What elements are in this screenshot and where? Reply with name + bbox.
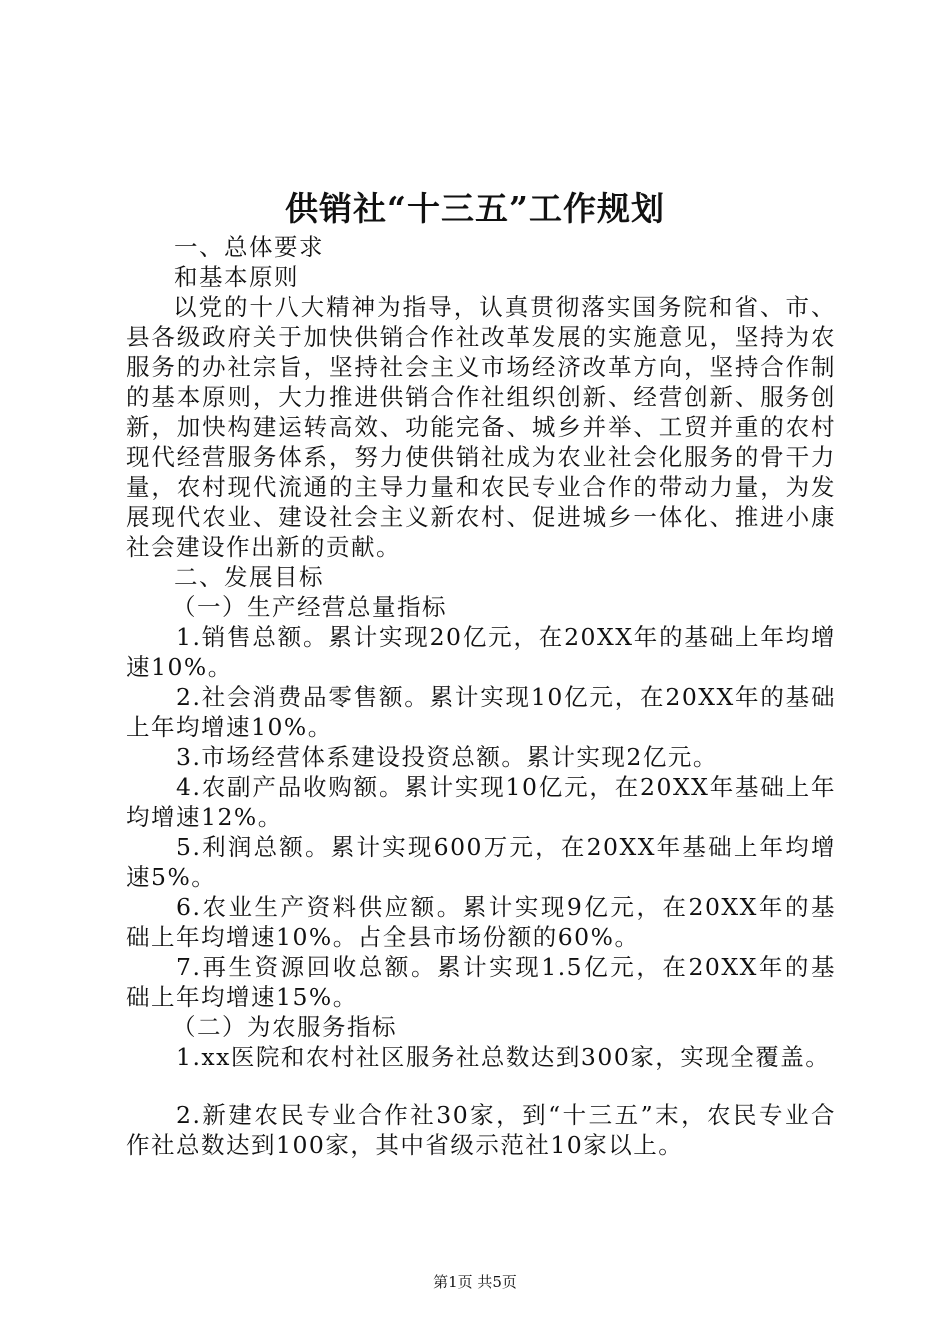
list-item: 2.社会消费品零售额。累计实现10亿元，在20XX年的基础上年均增速10%。 [126, 683, 836, 741]
list-item: 4.农副产品收购额。累计实现10亿元，在20XX年基础上年均增速12%。 [126, 773, 836, 831]
document-title: 供销社“十三五”工作规划 [285, 189, 665, 228]
list-item: 7.再生资源回收总额。累计实现1.5亿元，在20XX年的基础上年均增速15%。 [126, 953, 836, 1011]
subsection-heading: （二）为农服务指标 [172, 1013, 397, 1041]
body-paragraph: 以党的十八大精神为指导，认真贯彻落实国务院和省、市、县各级政府关于加快供销合作社改革发展的实施意见，坚持为农服务的办社宗旨，坚持社会主义市场经济改革方向，坚持合作制的基本原则，大力推进供销合作社组织创新、经营创新、服务创新，加快构建运转高效、功能完备、城乡并举、工贸并重的农村现代经营服务体系，努力使供销社成为农业社会化服务的骨干力量，农村现代流通的主导力量和农民专业合作的带动力量，为发展现代农业、建设社会主义新农村、促进城乡一体化、推进小康社会建设作出新的贡献。 [126, 293, 836, 561]
list-item: 5.利润总额。累计实现600万元，在20XX年基础上年均增速5%。 [126, 833, 836, 891]
document-body [126, 232, 836, 1160]
page-footer [0, 1270, 950, 1294]
section-heading-continued: 和基本原则 [174, 263, 299, 291]
list-item: 6.农业生产资料供应额。累计实现9亿元，在20XX年的基础上年均增速10%。占全县市场份额的60%。 [126, 893, 836, 951]
section-heading: 一、总体要求 [174, 233, 324, 261]
list-item: 3.市场经营体系建设投资总额。累计实现2亿元。 [176, 743, 718, 771]
list-item: 1.xx医院和农村社区服务社总数达到300家，实现全覆盖。 [176, 1043, 831, 1071]
page-indicator: 第1页 共5页 [433, 1273, 517, 1291]
list-item: 2.新建农民专业合作社30家，到“十三五”末，农民专业合作社总数达到100家，其中省级示范社10家以上。 [126, 1101, 836, 1159]
paragraph-spacer [126, 1072, 836, 1100]
list-item: 1.销售总额。累计实现20亿元，在20XX年的基础上年均增速10%。 [126, 623, 836, 681]
section-heading: 二、发展目标 [174, 563, 324, 591]
subsection-heading: （一）生产经营总量指标 [172, 593, 447, 621]
